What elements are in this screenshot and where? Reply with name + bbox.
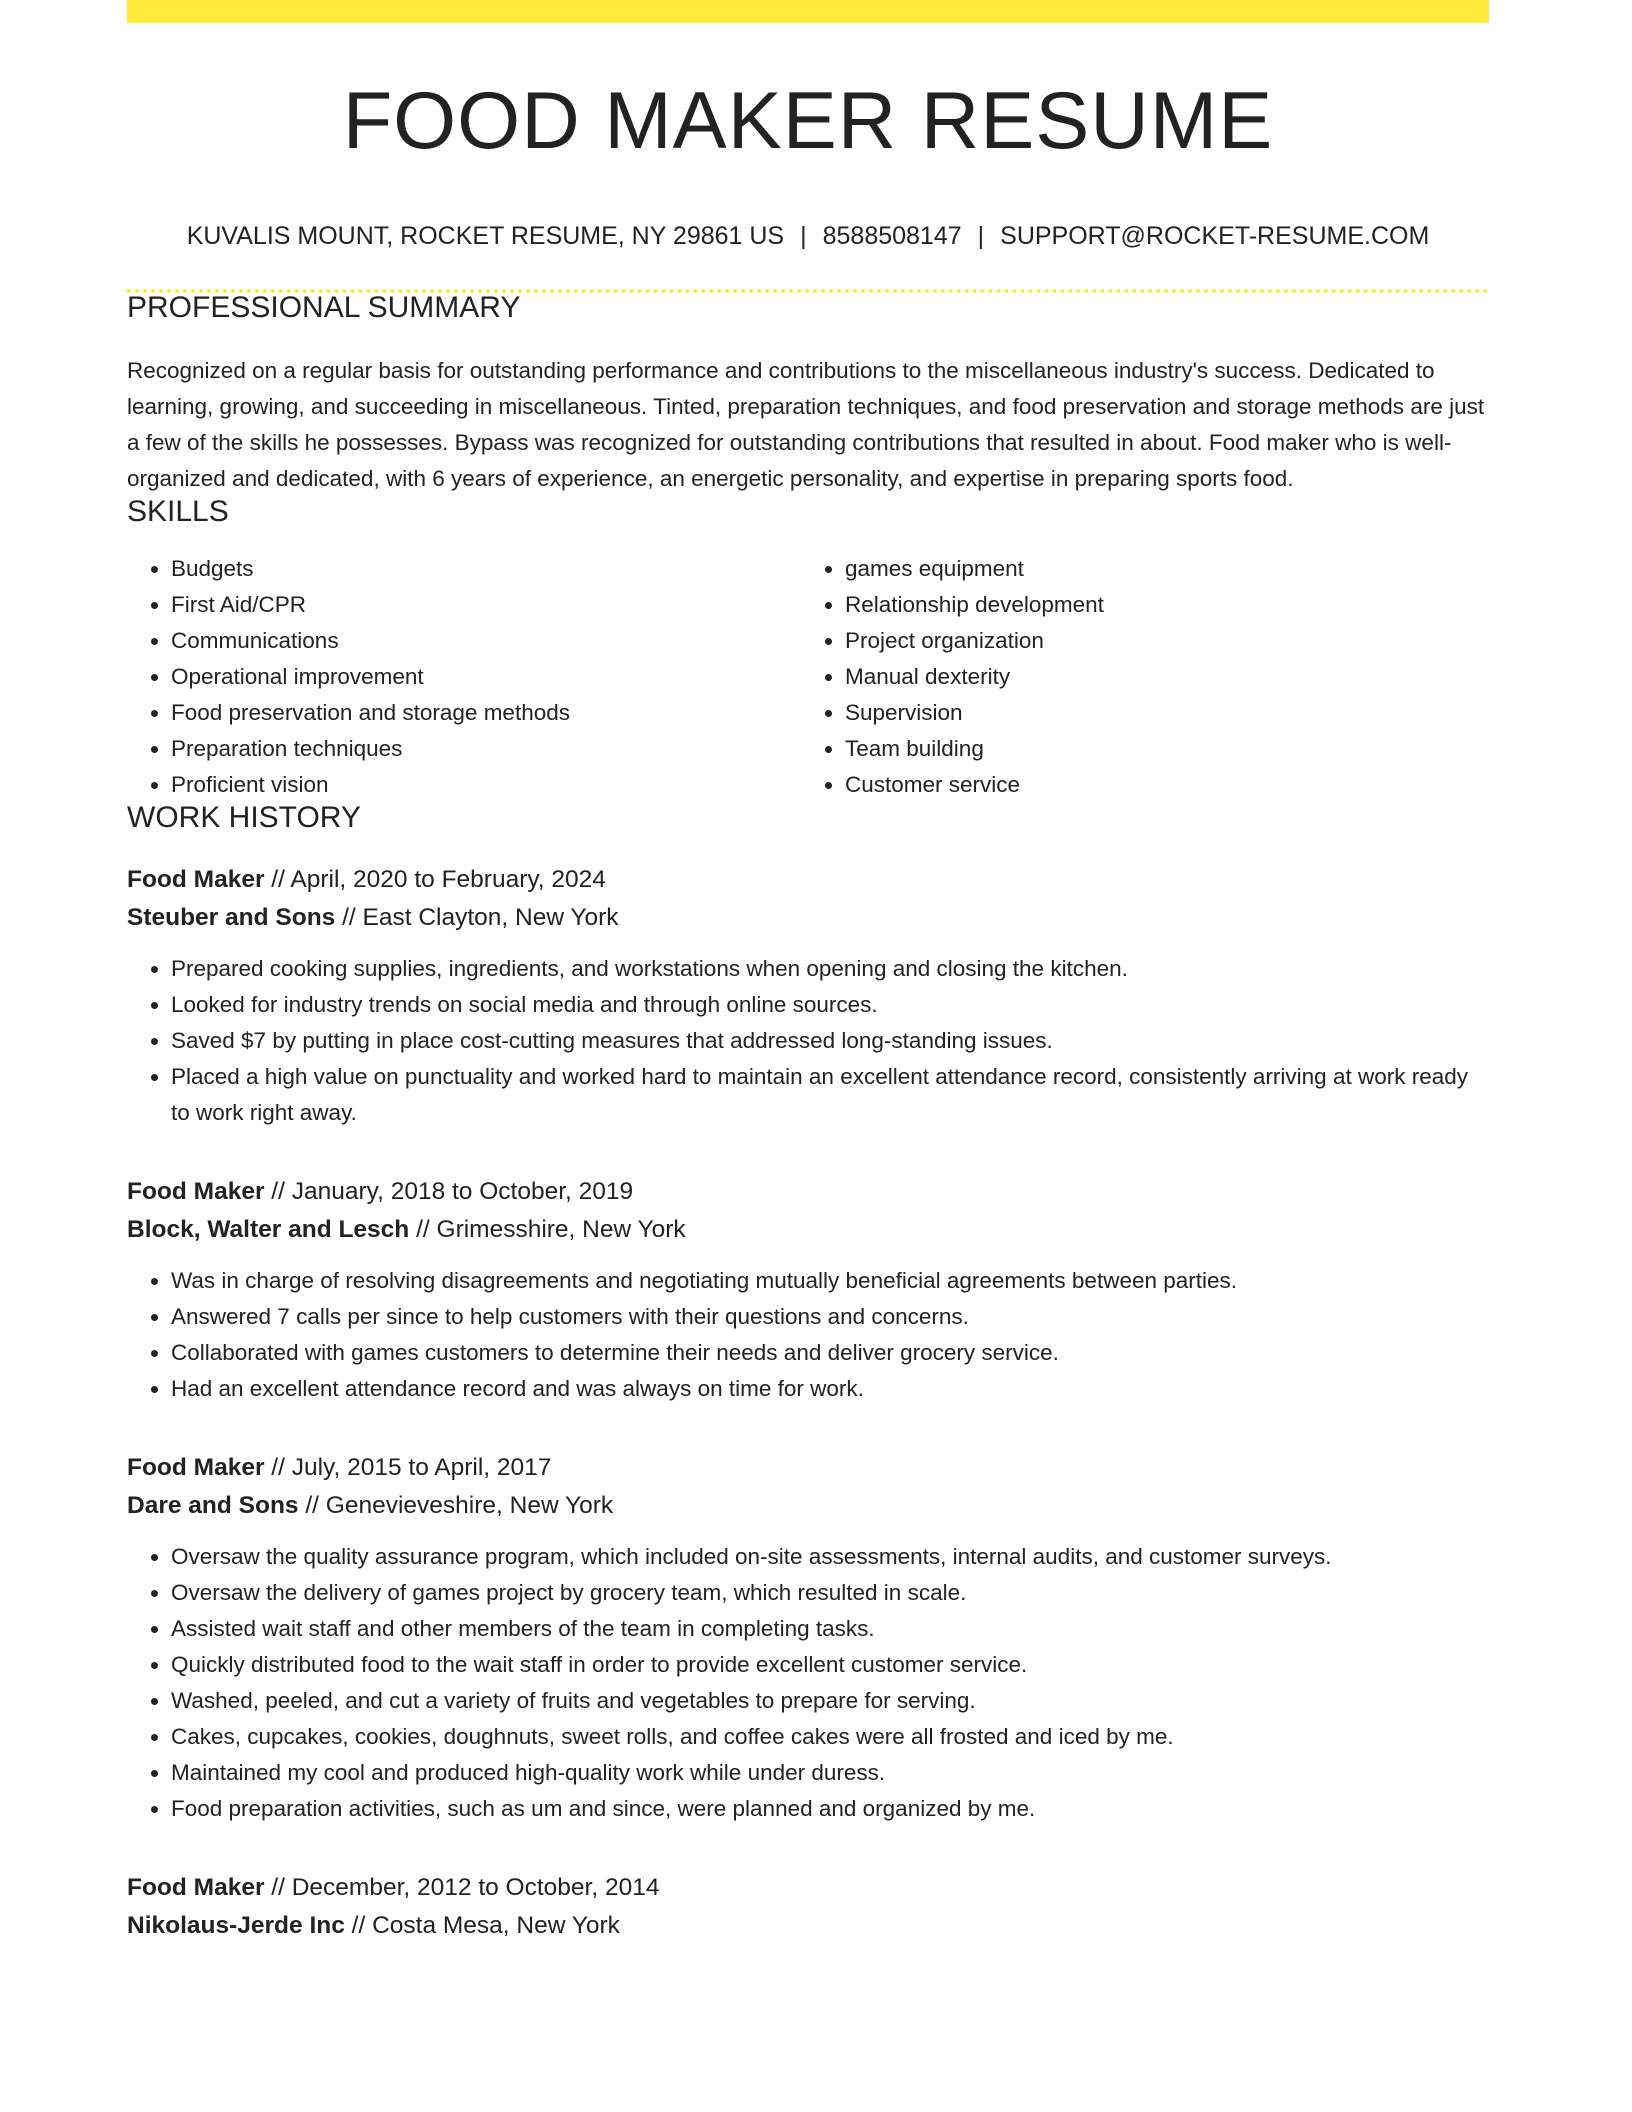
job-company-line [127,1211,1489,1249]
job-company-line [127,899,1489,937]
job-title: Food Maker [127,1454,265,1481]
work-history-list [127,861,1489,1945]
job-separator: // [264,1874,292,1901]
job-separator: // [264,1178,292,1205]
job-title: Food Maker [127,866,265,893]
job-bullet: • Assisted wait staff and other members of the team in completing tasks. [171,1611,1489,1647]
job-bullet: • Maintained my cool and produced high-quality work while under duress. [171,1755,1489,1791]
contact-address: KUVALIS MOUNT, ROCKET RESUME, NY 29861 US [186,222,785,250]
job-location: Grimesshire, New York [436,1216,686,1243]
job-entry [127,1173,1489,1407]
skill-item: • games equipment [845,551,1475,587]
skills-list-left [127,551,801,803]
job-dates: April, 2020 to February, 2024 [290,866,606,893]
job-company-line [127,1487,1489,1525]
job-company: Dare and Sons [127,1492,299,1519]
contact-email: SUPPORT@ROCKET-RESUME.COM [1000,222,1430,250]
contact-line [127,224,1489,249]
job-bullet: • Saved $7 by putting in place cost-cutting measures that addressed long-standing issues. [171,1023,1489,1059]
skill-item: • Manual dexterity [845,659,1475,695]
job-bullet: • Had an excellent attendance record and was always on time for work. [171,1371,1489,1407]
job-bullet: • Looked for industry trends on social media and through online sources. [171,987,1489,1023]
contact-phone: 8588508147 [822,222,962,250]
job-location: Costa Mesa, New York [372,1912,620,1939]
summary-heading: PROFESSIONAL SUMMARY [127,291,521,324]
skill-item: • Food preservation and storage methods [171,695,801,731]
resume-page [127,0,1489,1945]
job-company: Block, Walter and Lesch [127,1216,410,1243]
job-separator: // [298,1492,326,1519]
job-company-line [127,1907,1489,1945]
job-location: East Clayton, New York [362,904,619,931]
job-title: Food Maker [127,1178,265,1205]
job-bullet: • Cakes, cupcakes, cookies, doughnuts, sweet rolls, and coffee cakes were all frosted and iced by me. [171,1719,1489,1755]
skill-item: • Budgets [171,551,801,587]
job-location: Genevieveshire, New York [325,1492,614,1519]
job-entry [127,861,1489,1131]
job-bullet: • Prepared cooking supplies, ingredients, and workstations when opening and closing the kitchen. [171,951,1489,987]
skills-columns [127,551,1489,803]
job-bullets [127,951,1489,1131]
skill-item: • Preparation techniques [171,731,801,767]
page-title: FOOD MAKER RESUME [342,76,1274,166]
accent-bar [127,0,1489,23]
job-dates: July, 2015 to April, 2017 [291,1454,552,1481]
skill-item: • Team building [845,731,1475,767]
job-bullet: • Washed, peeled, and cut a variety of fruits and vegetables to prepare for serving. [171,1683,1489,1719]
job-title-line [127,1173,1489,1211]
job-dates: January, 2018 to October, 2019 [291,1178,634,1205]
skill-item: • Communications [171,623,801,659]
job-title-line [127,1869,1489,1907]
job-separator: // [409,1216,437,1243]
job-bullet: • Placed a high value on punctuality and worked hard to maintain an excellent attendance record, consistently arriving at work ready to work right away. [171,1059,1489,1131]
job-separator: // [264,1454,292,1481]
job-bullet: • Answered 7 calls per since to help customers with their questions and concerns. [171,1299,1489,1335]
job-dates: December, 2012 to October, 2014 [291,1874,660,1901]
job-title: Food Maker [127,1874,265,1901]
skills-list-right [801,551,1475,803]
job-bullet: • Quickly distributed food to the wait staff in order to provide excellent customer service. [171,1647,1489,1683]
skill-item: • Operational improvement [171,659,801,695]
job-title-line [127,1449,1489,1487]
summary-text: Recognized on a regular basis for outstanding performance and contributions to the miscellaneous industry's success. Dedicated to learning, growing, and succeeding in miscellaneous. Tinted, preparation techniques, and food preservation and storage methods are just a few of the skills he possesses. Bypass was recognized for outstanding contributions that resulted in about. Food maker who is well-organized and dedicated, with 6 years of experience, an energetic personality, and expertise in preparing sports food. [127,358,1485,491]
job-bullet: • Oversaw the delivery of games project by grocery team, which resulted in scale. [171,1575,1489,1611]
job-title-line [127,861,1489,899]
contact-separator: | [977,222,985,250]
job-separator: // [264,866,291,893]
skill-item: • Relationship development [845,587,1475,623]
skill-item: • Proficient vision [171,767,801,803]
skill-item: • Supervision [845,695,1475,731]
job-entry [127,1869,1489,1945]
job-bullet: • Food preparation activities, such as um and since, were planned and organized by me. [171,1791,1489,1827]
job-separator: // [335,904,363,931]
job-bullets [127,1539,1489,1827]
job-bullets [127,1263,1489,1407]
work-history-heading: WORK HISTORY [127,801,361,834]
skills-heading: SKILLS [127,495,229,528]
skill-item: • Project organization [845,623,1475,659]
job-bullet: • Oversaw the quality assurance program, which included on-site assessments, internal audits, and customer surveys. [171,1539,1489,1575]
job-entry [127,1449,1489,1827]
job-bullet: • Collaborated with games customers to determine their needs and deliver grocery service. [171,1335,1489,1371]
contact-separator: | [800,222,807,250]
job-bullet: • Was in charge of resolving disagreements and negotiating mutually beneficial agreements between parties. [171,1263,1489,1299]
job-separator: // [344,1912,373,1939]
skill-item: • Customer service [845,767,1475,803]
skill-item: • First Aid/CPR [171,587,801,623]
job-company: Steuber and Sons [127,904,336,931]
job-company: Nikolaus-Jerde Inc [127,1912,345,1939]
